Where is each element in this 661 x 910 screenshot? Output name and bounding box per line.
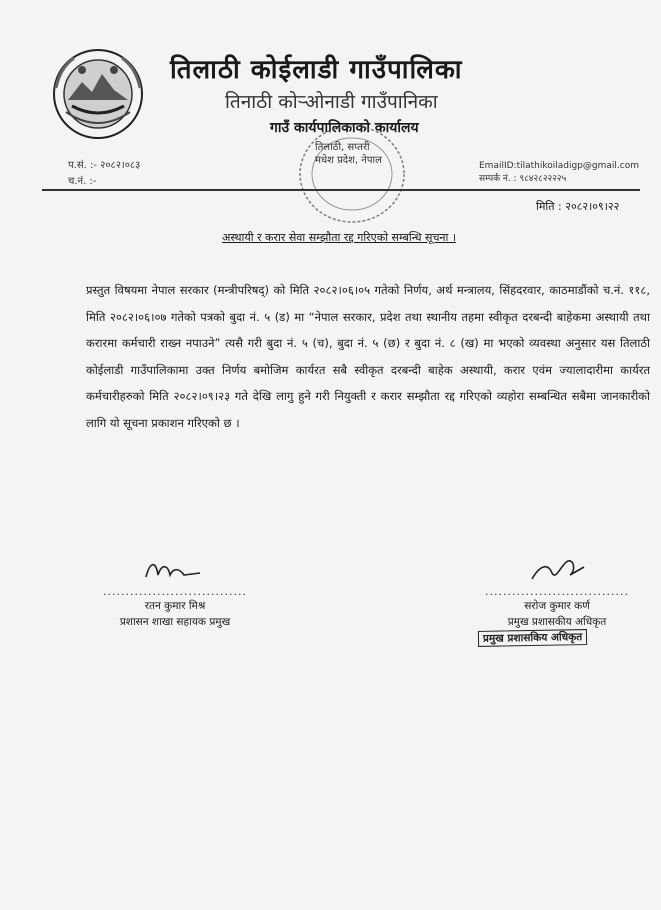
signature-block-left [90,557,260,630]
email-address: EmailID:tilathikoiladigp@gmail.com [479,161,639,171]
letter-number: प.सं. :- २०८२।०८३ [68,160,141,171]
office-address [315,141,382,167]
letter-subject: अस्थायी र करार सेवा सम्झौता रद्द गरिएको सम्बन्धि सूचना । [222,231,457,244]
contact-block [479,160,639,186]
signatory-right-title: प्रमुख प्रशासकीय अधिकृत [507,616,607,628]
office-name: गाउँ कार्यपालिकाको कार्यालय [270,120,419,136]
office-seal-stamp [290,118,420,228]
signature-block-right [472,557,642,630]
signature-right-mark [522,557,592,585]
signature-line-left: ................................ [103,585,247,598]
signatory-left-name: रतन कुमार मिश्र [144,600,206,612]
dispatch-number: च.नं. :- [68,176,97,187]
municipality-title: तिलाठी कोईलाडी गाउँपालिका [170,55,463,85]
signatory-right-name: सरोज कुमार कर्ण [524,600,590,612]
municipality-title-maithili: तिनाठी कोर्‍ओनाडी गाउँपानिका [225,91,438,113]
signatory-left-title: प्रशासन शाखा सहायक प्रमुख [119,616,231,628]
government-emblem-logo [52,48,144,140]
signature-left-mark [140,557,210,585]
letter-date: मिति : २०८२।०९।२२ [536,200,620,213]
designation-stamp: प्रमुख प्रशासकिय अधिकृत [478,629,587,647]
header-divider [42,189,640,191]
reference-block [68,158,140,190]
signature-line-right: ................................ [485,585,629,598]
address-line-1: तिलाठी, सप्तरी [315,142,370,153]
address-line-2: मधेश प्रदेश, नेपाल [315,155,382,166]
letter-body: प्रस्तुत विषयमा नेपाल सरकार (मन्त्रीपरिषद्) को मिति २०८२।०६।०५ गतेको निर्णय, अर्थ मन्त्रालय, सिंहदरवार, काठमाडौंको च.नं. ११८, मिति २०८२।०६।०७ गतेको पत्रको बुदा नं. ५ (ड) मा “नेपाल सरकार, प्रदेश तथा स्थानीय तहमा स्वीकृत दरबन्दी बाहेकमा अस्थायी तथा करारमा कर्मचारी राख्न नपाउने” त्यसै गरी बुदा नं. ५ (च), बुदा नं. ५ (छ) र बुदा नं. ८ (ख) मा भएको व्यवस्था अनुसार यस तिलाठी कोईलाडी गाउँपालिकामा उक्त निर्णय बमोजिम कार्यरत सबै स्वीकृत दरबन्दी बाहेक अस्थायी, करार एवंम ज्यालादारीमा कार्यरत कर्मचारीहरुको मिति २०८२।०९।२३ गते देखि लागु हुने गरी नियुक्ती र करार सम्झौता रद्द गरिएको व्यहोरा सम्बन्धित सबैमा जानकारीको लागि यो सूचना प्रकाशन गरिएको छ । [86,283,650,430]
phone-number: सम्पर्क नं. : ९८४२८२२२२५ [479,174,567,184]
